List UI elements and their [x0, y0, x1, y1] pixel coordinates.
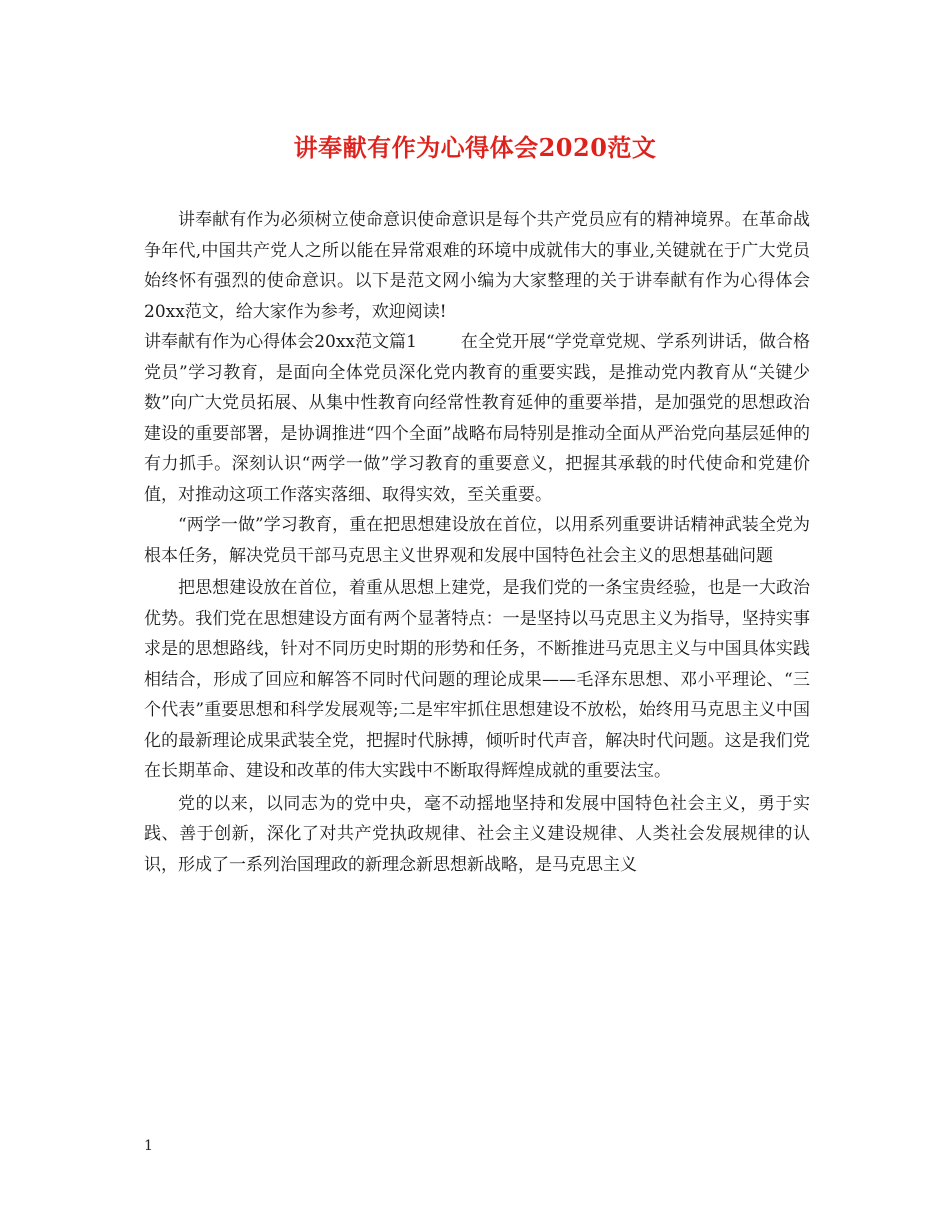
- document-body: [144, 205, 810, 880]
- body-paragraph: “两学一做”学习教育，重在把思想建设放在首位，以用系列重要讲话精神武装全党为根本任务，解决党员干部马克思主义世界观和发展中国特色社会主义的思想基础问题: [144, 515, 810, 566]
- page-number: 1: [144, 1138, 153, 1154]
- body-paragraph: 党的以来，以同志为的党中央，毫不动摇地坚持和发展中国特色社会主义，勇于实践、善于创新，深化了对共产党执政规律、社会主义建设规律、人类社会发展规律的认识，形成了一系列治国理政的新理念新思想新战略，是马克思主义: [144, 793, 810, 875]
- intro-paragraph: 讲奉献有作为必须树立使命意识使命意识是每个共产党员应有的精神境界。在革命战争年代,中国共产党人之所以能在异常艰难的环境中成就伟大的事业,关键就在于广大党员始终怀有强烈的使命意识。以下是范文网小编为大家整理的关于讲奉献有作为心得体会20xx范文，给大家作为参考，欢迎阅读!: [144, 210, 810, 322]
- section-heading: 讲奉献有作为心得体会20xx范文篇1: [144, 332, 417, 352]
- section-text: 在全党开展“学党章党规、学系列讲话，做合格党员”学习教育，是面向全体党员深化党内教育的重要实践，是推动党内教育从“关键少数”向广大党员拓展、从集中性教育向经常性教育延伸的重要举措，是加强党的思想政治建设的重要部署，是协调推进“四个全面”战略布局特别是推动全面从严治党向基层延伸的有力抓手。深刻认识“两学一做”学习教育的重要意义，把握其承载的时代使命和党建价值，对推动这项工作落实落细、取得实效，至关重要。: [144, 332, 810, 505]
- section-paragraph: [144, 327, 810, 510]
- document-title: 讲奉献有作为心得体会2020范文: [293, 133, 657, 162]
- body-paragraph: 把思想建设放在首位，着重从思想上建党，是我们党的一条宝贵经验，也是一大政治优势。我们党在思想建设方面有两个显著特点：一是坚持以马克思主义为指导，坚持实事求是的思想路线，针对不同历史时期的形势和任务，不断推进马克思主义与中国具体实践相结合，形成了回应和解答不同时代问题的理论成果——毛泽东思想、邓小平理论、“三个代表”重要思想和科学发展观等;二是牢牢抓住思想建设不放松，始终用马克思主义中国化的最新理论成果武装全党，把握时代脉搏，倾听时代声音，解决时代问题。这是我们党在长期革命、建设和改革的伟大实践中不断取得辉煌成就的重要法宝。: [144, 578, 810, 781]
